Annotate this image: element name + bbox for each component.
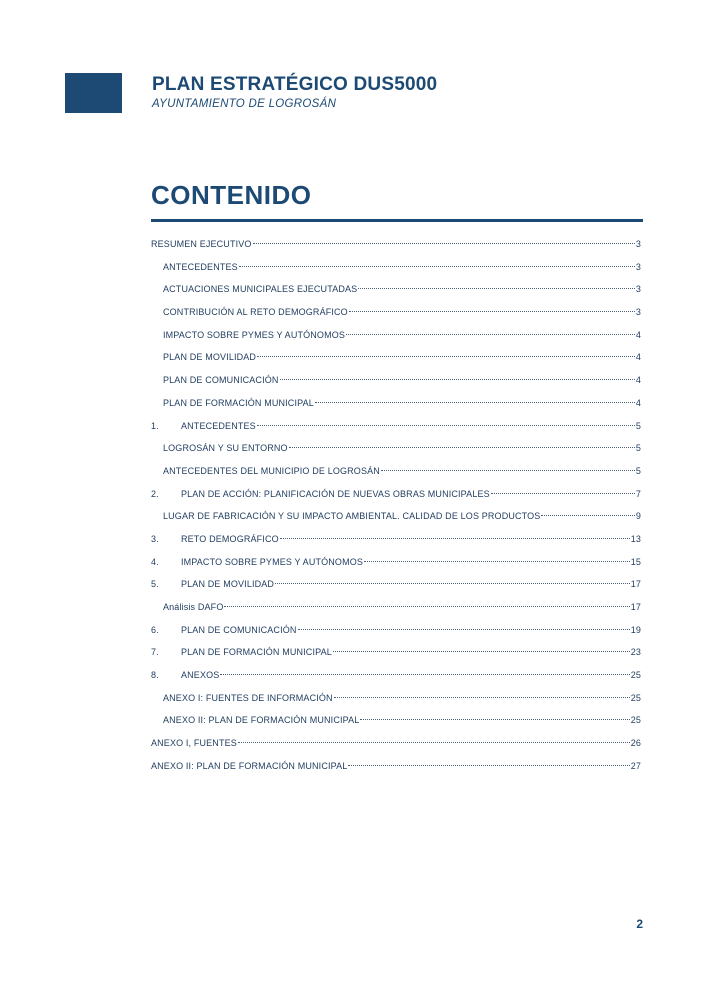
toc-entry[interactable] xyxy=(151,278,641,301)
toc-entry-label: PLAN DE ACCIÓN: PLANIFICACIÓN DE NUEVAS OBRAS MUNICIPALES xyxy=(181,488,490,499)
toc-entry-page: 4 xyxy=(635,329,641,340)
toc-entry-page: 4 xyxy=(635,375,641,386)
toc-entry-number: 3. xyxy=(151,533,159,544)
toc-entry[interactable] xyxy=(151,732,641,755)
toc-dot-leader xyxy=(224,606,629,607)
toc-entry[interactable] xyxy=(151,641,641,664)
toc-entry[interactable] xyxy=(151,346,641,369)
toc-entry-number: 7. xyxy=(151,647,159,658)
toc-entry-page: 5 xyxy=(635,443,641,454)
toc-dot-leader xyxy=(289,447,635,448)
toc-dot-leader xyxy=(257,356,635,357)
document-subtitle: AYUNTAMIENTO DE LOGROSÁN xyxy=(152,98,337,110)
toc-entry-page: 7 xyxy=(635,488,641,499)
header-logo-block xyxy=(65,73,122,113)
toc-dot-leader xyxy=(333,651,630,652)
toc-entry-label: Análisis DAFO xyxy=(163,602,224,612)
toc-dot-leader xyxy=(239,266,635,267)
toc-entry-label: PLAN DE FORMACIÓN MUNICIPAL xyxy=(181,647,332,658)
toc-entry-label: RETO DEMOGRÁFICO xyxy=(181,533,279,544)
toc-entry-page: 5 xyxy=(635,465,641,476)
toc-entry-label: IMPACTO SOBRE PYMES Y AUTÓNOMOS xyxy=(163,329,346,340)
toc-entry[interactable] xyxy=(151,709,641,732)
toc-entry-page: 23 xyxy=(630,647,641,658)
table-of-contents xyxy=(151,233,641,778)
toc-entry[interactable] xyxy=(151,664,641,687)
toc-dot-leader xyxy=(298,629,630,630)
toc-entry-label: PLAN DE MOVILIDAD xyxy=(163,352,257,363)
toc-divider xyxy=(151,219,643,222)
toc-entry[interactable] xyxy=(151,415,641,438)
toc-entry-page: 17 xyxy=(630,602,641,612)
document-title: PLAN ESTRATÉGICO DUS5000 xyxy=(152,74,438,95)
toc-dot-leader xyxy=(315,402,635,403)
toc-entry[interactable] xyxy=(151,256,641,279)
toc-entry-page: 4 xyxy=(635,397,641,408)
toc-entry-label: RESUMEN EJECUTIVO xyxy=(151,239,252,249)
toc-entry-label: ANEXO I: FUENTES DE INFORMACIÓN xyxy=(163,692,333,703)
toc-entry[interactable] xyxy=(151,573,641,596)
toc-dot-leader xyxy=(364,561,630,562)
toc-dot-leader xyxy=(360,719,629,720)
toc-entry-label: LOGROSÁN Y SU ENTORNO xyxy=(163,443,288,454)
toc-entry[interactable] xyxy=(151,460,641,483)
toc-entry-page: 5 xyxy=(635,420,641,431)
toc-entry[interactable] xyxy=(151,755,641,778)
toc-entry-number: 4. xyxy=(151,556,159,567)
toc-entry[interactable] xyxy=(151,301,641,324)
toc-entry-page: 3 xyxy=(635,239,641,249)
toc-entry-page: 27 xyxy=(630,760,641,771)
toc-dot-leader xyxy=(253,243,635,244)
toc-entry-label: ANTECEDENTES DEL MUNICIPIO DE LOGROSÁN xyxy=(163,465,380,476)
toc-entry-label: LUGAR DE FABRICACIÓN Y SU IMPACTO AMBIENTAL. CALIDAD DE LOS PRODUCTOS xyxy=(163,511,541,522)
toc-entry-page: 9 xyxy=(635,511,641,522)
toc-entry-label: PLAN DE COMUNICACIÓN xyxy=(163,375,279,386)
toc-entry-label: ANTECEDENTES xyxy=(181,420,256,431)
toc-entry[interactable] xyxy=(151,619,641,642)
toc-entry-number: 8. xyxy=(151,670,159,681)
toc-entry-number: 1. xyxy=(151,420,159,431)
toc-entry[interactable] xyxy=(151,483,641,506)
toc-dot-leader xyxy=(257,425,635,426)
toc-entry-number: 6. xyxy=(151,624,159,635)
toc-entry[interactable] xyxy=(151,437,641,460)
toc-dot-leader xyxy=(275,583,630,584)
toc-entry-label: ANEXO II: PLAN DE FORMACIÓN MUNICIPAL xyxy=(163,715,360,726)
toc-entry-label: ANEXOS xyxy=(181,670,220,681)
toc-entry-page: 19 xyxy=(630,624,641,635)
toc-entry-page: 25 xyxy=(630,715,641,726)
toc-entry[interactable] xyxy=(151,687,641,710)
toc-heading: CONTENIDO xyxy=(151,180,312,210)
toc-entry-number: 2. xyxy=(151,488,159,499)
toc-entry[interactable] xyxy=(151,369,641,392)
toc-dot-leader xyxy=(346,334,635,335)
toc-entry-page: 26 xyxy=(630,738,641,749)
toc-entry-page: 4 xyxy=(635,352,641,363)
toc-entry-page: 15 xyxy=(630,556,641,567)
toc-entry-label: PLAN DE COMUNICACIÓN xyxy=(181,624,297,635)
toc-entry[interactable] xyxy=(151,392,641,415)
toc-entry-label: ACTUACIONES MUNICIPALES EJECUTADAS xyxy=(163,284,358,295)
toc-entry-number: 5. xyxy=(151,579,159,590)
toc-entry-label: PLAN DE MOVILIDAD xyxy=(181,579,275,590)
toc-dot-leader xyxy=(220,674,629,675)
toc-entry-page: 25 xyxy=(630,692,641,703)
toc-entry-label: ANEXO I, FUENTES xyxy=(151,738,237,749)
toc-dot-leader xyxy=(358,288,635,289)
toc-dot-leader xyxy=(280,379,635,380)
toc-entry-label: ANEXO II: PLAN DE FORMACIÓN MUNICIPAL xyxy=(151,760,348,771)
toc-entry-page: 3 xyxy=(635,284,641,295)
toc-dot-leader xyxy=(349,311,635,312)
toc-entry[interactable] xyxy=(151,505,641,528)
toc-dot-leader xyxy=(334,697,630,698)
toc-dot-leader xyxy=(348,765,629,766)
toc-entry[interactable] xyxy=(151,324,641,347)
toc-entry[interactable] xyxy=(151,551,641,574)
toc-entry-page: 3 xyxy=(635,307,641,318)
toc-dot-leader xyxy=(280,538,630,539)
toc-dot-leader xyxy=(381,470,635,471)
toc-entry-label: ANTECEDENTES xyxy=(163,261,238,272)
page-number: 2 xyxy=(636,917,643,931)
toc-dot-leader xyxy=(238,742,630,743)
toc-entry-page: 25 xyxy=(630,670,641,681)
toc-entry[interactable] xyxy=(151,233,641,256)
toc-entry-label: CONTRIBUCIÓN AL RETO DEMOGRÁFICO xyxy=(163,307,348,318)
toc-entry-label: PLAN DE FORMACIÓN MUNICIPAL xyxy=(163,397,314,408)
toc-entry[interactable] xyxy=(151,528,641,551)
toc-entry-page: 3 xyxy=(635,261,641,272)
toc-dot-leader xyxy=(491,493,635,494)
toc-entry[interactable] xyxy=(151,596,641,619)
toc-dot-leader xyxy=(541,515,634,516)
toc-entry-page: 17 xyxy=(630,579,641,590)
toc-entry-page: 13 xyxy=(630,533,641,544)
toc-entry-label: IMPACTO SOBRE PYMES Y AUTÓNOMOS xyxy=(181,556,364,567)
